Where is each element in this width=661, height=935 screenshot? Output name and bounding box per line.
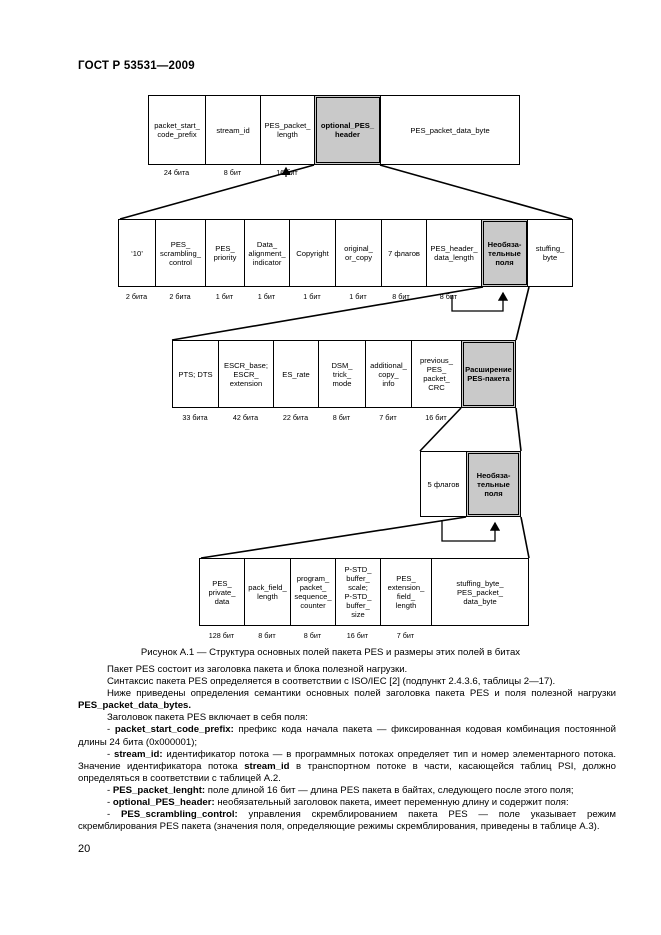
- definition: [78, 724, 616, 748]
- size-label: 1 бит: [349, 292, 367, 301]
- body-text: [78, 664, 616, 833]
- size-label: 42 бита: [232, 413, 259, 422]
- row2-sizes: [118, 292, 476, 301]
- paragraph: Пакет PES состоит из заголовка пакета и блока полезной нагрузки.: [107, 664, 408, 675]
- paragraph-text: Ниже приведены определения семантики основных полей заголовка пакета PES и поля полезной нагрузки: [107, 688, 616, 700]
- definition-text: управления скремблированием пакета PES — поле указывает режим скремблирования PES пакета (значения поля, определяющие режимы скремблирования, приведены в таблице А.3).: [78, 809, 616, 833]
- size-label: 7 бит: [396, 631, 415, 640]
- definition: [78, 785, 616, 797]
- field-pes-private-data: PES_ private_ data: [200, 559, 245, 625]
- row5-sizes: [199, 631, 431, 640]
- size-label: 1 бит: [257, 292, 276, 301]
- paragraph: Синтаксис пакета PES определяется в соответствии с ISO/IEC [2] (подпункт 2.4.3.6, таблицы 2—17).: [107, 676, 556, 688]
- paragraph: Заголовок пакета PES включает в себя поля:: [107, 712, 308, 724]
- size-label: 2 бита: [125, 292, 148, 301]
- field-program-packet-sequence-counter: program_ packet_ sequence_ counter: [291, 559, 336, 625]
- definition: [78, 749, 616, 785]
- term: PES_packet_lenght:: [112, 784, 206, 796]
- row3-sizes: [172, 413, 461, 422]
- size-label: 8 бит: [439, 292, 458, 301]
- size-label: 8 бит: [303, 631, 322, 640]
- page-number: 20: [78, 843, 91, 855]
- size-label: 22 бита: [282, 413, 309, 422]
- field-previous-pes-packet-crc: previous_ PES_ packet_ CRC: [412, 341, 462, 407]
- field-stuffing-byte-data-byte: stuffing_byte_ PES_packet_ data_byte: [456, 578, 504, 606]
- field-7-flags: 7 флагов: [382, 220, 427, 286]
- size-label: 24 бита: [163, 168, 190, 177]
- size-label: 1 бит: [215, 292, 234, 301]
- term: stream_id: [244, 760, 290, 772]
- extension-row: [420, 451, 521, 517]
- field-original-or-copy: original_ or_copy: [336, 220, 382, 286]
- field-dsm-trick-mode: DSM_ trick_ mode: [319, 341, 366, 407]
- size-label: 16 бит: [276, 168, 298, 177]
- field-pack-field-length: pack_field_ length: [245, 559, 291, 625]
- dash: -: [107, 797, 113, 809]
- field-extension-optional-fields: Необяза- тельные поля: [467, 452, 520, 516]
- dash: -: [107, 724, 115, 736]
- term: stream_id:: [114, 748, 163, 760]
- size-label: 8 бит: [258, 631, 276, 640]
- field-stuffing-byte: stuffing_ byte: [535, 244, 565, 262]
- definition-text: поле длиной 16 бит — длина PES пакета в байтах, следующего после этого поля;: [207, 784, 574, 796]
- definition-text: идентификатор потока — в программных потоках определяет тип и номер элементарного потока. Значение идентификатора потока: [78, 748, 616, 772]
- field-pes-packet-length: PES_packet_ length: [261, 96, 315, 164]
- size-label: 33 бита: [182, 413, 208, 422]
- size-label: 8 бит: [223, 168, 242, 177]
- size-label: 1 бит: [303, 292, 321, 301]
- field-5-flags: 5 флагов: [421, 452, 467, 516]
- document-header: ГОСТ Р 53531—2009: [78, 60, 195, 72]
- field-stream-id: stream_id: [206, 96, 261, 164]
- figure-caption: Рисунок А.1 — Структура основных полей пакета PES и размеры этих полей в битах: [140, 647, 521, 658]
- term: optional_PES_header:: [112, 797, 215, 809]
- optional-header-row: [118, 219, 573, 287]
- field-additional-copy-info: additional_ copy_ info: [366, 341, 412, 407]
- field-packet-start-code-prefix: packet_start_ code_prefix: [149, 96, 206, 164]
- field-escr: ESCR_base; ESCR_ extension: [219, 341, 274, 407]
- dash: -: [107, 784, 113, 796]
- field-data-alignment-indicator: Data_ alignment_ indicator: [245, 220, 290, 286]
- definition-text: в транспортном потоке в части, касающейся таблиц PSI, должно определяться в соответствии с таблицей А.2.: [78, 760, 617, 784]
- definition-text: префикс кода начала пакета — фиксированная кодовая комбинация постоянной длины 24 бита (0x000001);: [78, 724, 616, 748]
- field-p-std-buffer: P-STD_ buffer_ scale; P-STD_ buffer_ size: [336, 559, 381, 625]
- size-label: 8 бит: [332, 413, 351, 422]
- row1-sizes: [148, 168, 314, 177]
- term: PES_scrambling_control:: [120, 809, 238, 821]
- definition: [78, 809, 616, 833]
- field-pts-dts: PTS; DTS: [173, 341, 219, 407]
- pes-packet-row: [148, 95, 520, 165]
- field-pes-extension: Расширение PES-пакета: [462, 341, 515, 407]
- size-label: 2 бита: [169, 292, 191, 301]
- field-es-rate: ES_rate: [274, 341, 319, 407]
- term: PES_packet_data_bytes.: [78, 700, 192, 712]
- field-optional-fields: Необяза- тельные поля: [482, 220, 528, 286]
- definition: [78, 797, 616, 809]
- term: packet_start_code_prefix:: [114, 724, 234, 736]
- field-pes-extension-field-length: PES_ extension_ field_ length: [381, 559, 432, 625]
- optional-fields-row: [172, 340, 516, 408]
- size-label: 128 бит: [208, 631, 235, 640]
- field-pes-scrambling-control: PES_ scrambling_ control: [156, 220, 206, 286]
- field-optional-pes-header: optional_PES_ header: [315, 96, 381, 164]
- field-marker-10: ‘10’: [119, 220, 156, 286]
- size-label: 16 бит: [346, 631, 369, 640]
- dash: -: [107, 809, 121, 821]
- field-pes-priority: PES_ priority: [206, 220, 245, 286]
- paragraph: [78, 688, 616, 712]
- size-label: 16 бит: [425, 413, 447, 422]
- size-label: 7 бит: [379, 413, 397, 422]
- field-pes-header-data-length: PES_header_ data_length: [427, 220, 482, 286]
- definition-text: необязательный заголовок пакета, имеет переменную длину и содержит поля:: [217, 797, 569, 809]
- field-copyright: Copyright: [290, 220, 336, 286]
- extension-fields-row: [199, 558, 529, 626]
- field-pes-packet-data-byte: PES_packet_data_byte: [410, 125, 490, 135]
- size-label: 8 бит: [392, 292, 410, 301]
- dash: -: [107, 748, 115, 760]
